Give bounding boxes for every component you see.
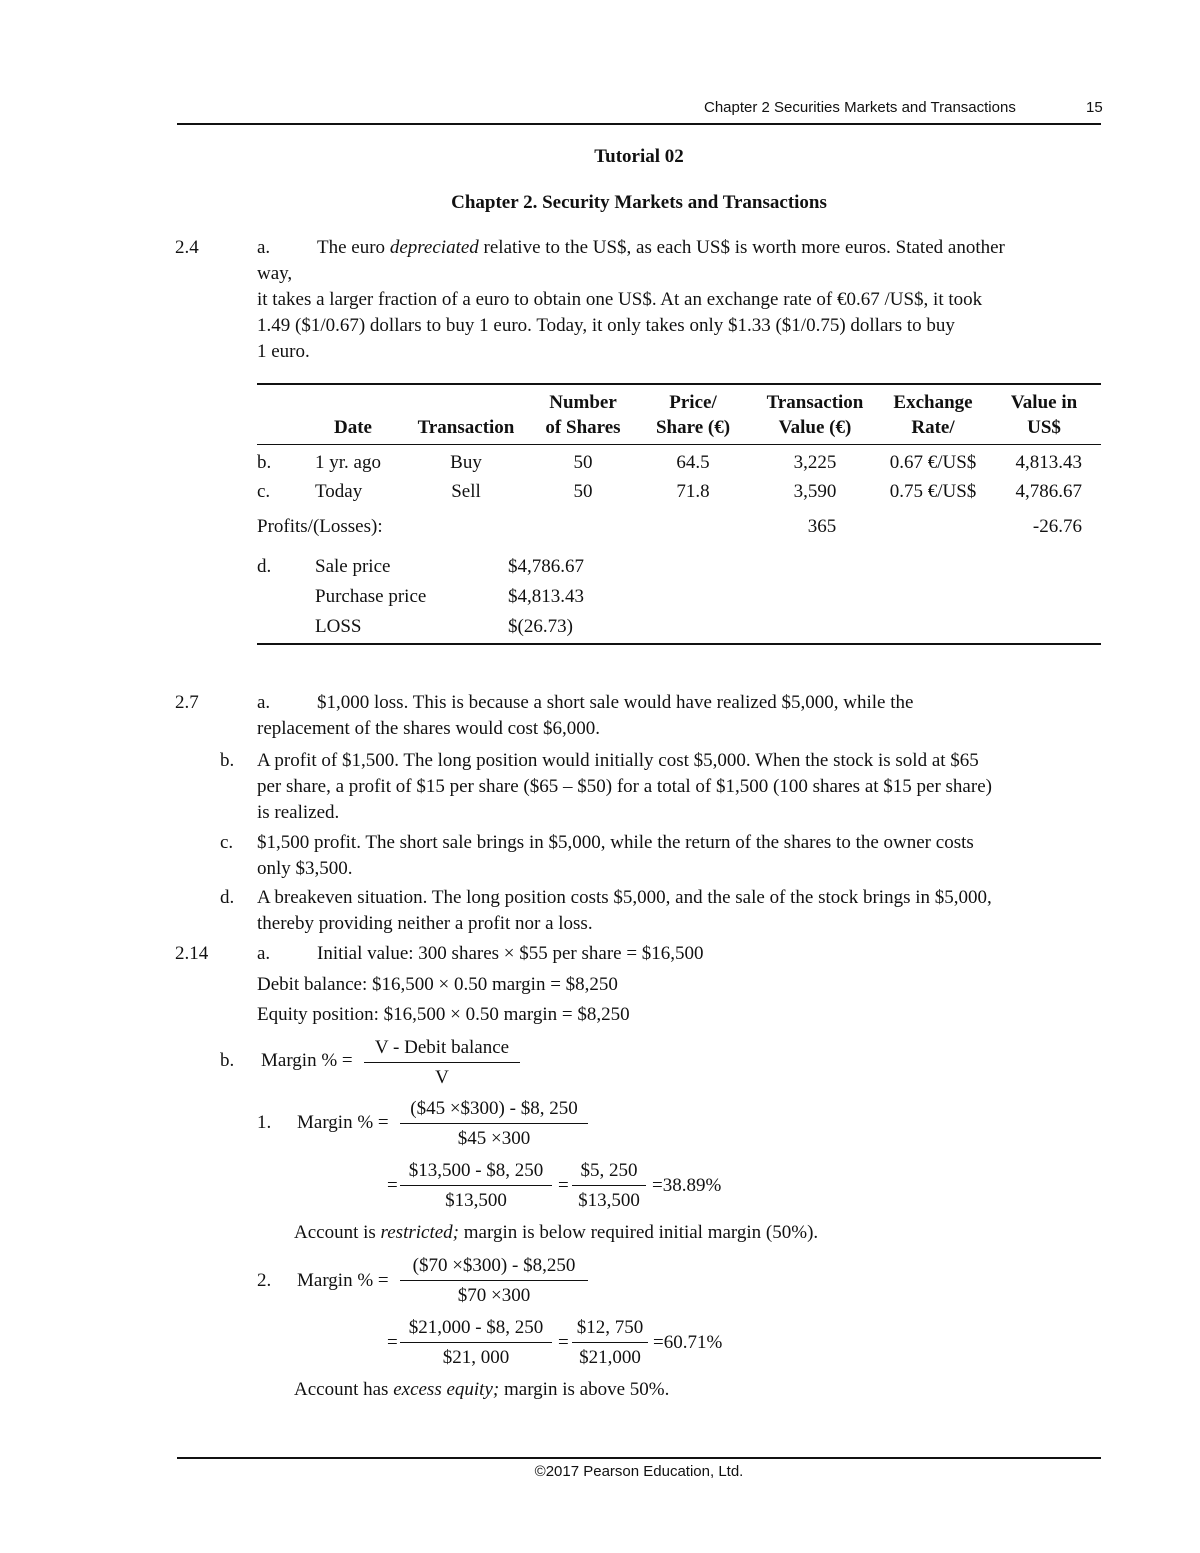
q2-7-a-line2: replacement of the shares would cost $6,000. bbox=[257, 718, 600, 739]
row-b-date: 1 yr. ago bbox=[315, 452, 381, 473]
fraction-bar bbox=[572, 1342, 648, 1343]
q2-14-number: 2.14 bbox=[175, 943, 209, 964]
row-c-price: 71.8 bbox=[676, 481, 710, 502]
fraction-bar bbox=[364, 1062, 520, 1063]
fraction-bar bbox=[400, 1342, 552, 1343]
row-c-transaction: Sell bbox=[451, 481, 481, 502]
row-b-shares: 50 bbox=[573, 452, 593, 473]
p1-lhs: Margin % = bbox=[297, 1112, 389, 1133]
d-label: d. bbox=[257, 556, 272, 577]
th-price-1: Price/ bbox=[669, 392, 717, 413]
q2-7-c-line1: $1,500 profit. The short sale brings in $5,000, while the return of the shares to the owner costs bbox=[257, 832, 974, 853]
q2-14-b-label: b. bbox=[220, 1050, 235, 1071]
d-purchase-label: Purchase price bbox=[315, 586, 427, 607]
q2-7-d-line1: A breakeven situation. The long position costs $5,000, and the sale of the stock brings in $5,000, bbox=[257, 887, 992, 908]
formula-denominator: V bbox=[435, 1067, 449, 1088]
p1-fraction bbox=[400, 1098, 588, 1150]
p1-eq2: = bbox=[558, 1175, 569, 1196]
q2-4-a-line3: it takes a larger fraction of a euro to obtain one US$. At an exchange rate of €0.67 /US$, it took bbox=[257, 289, 983, 310]
chapter-title: Chapter 2. Security Markets and Transactions bbox=[451, 192, 827, 213]
copyright: ©2017 Pearson Education, Ltd. bbox=[534, 1463, 744, 1480]
table-top-rule bbox=[257, 383, 1101, 385]
th-price-2: Share (€) bbox=[655, 417, 731, 438]
p2-result: =60.71% bbox=[653, 1332, 723, 1353]
d-purchase-value: $4,813.43 bbox=[508, 586, 584, 607]
th-shares-2: of Shares bbox=[545, 417, 621, 438]
p2-numerator: ($70 ×$300) - $8,250 bbox=[412, 1255, 576, 1276]
p1-fraction-3 bbox=[572, 1160, 646, 1212]
profits-usd: -26.76 bbox=[1032, 516, 1082, 537]
tutorial-title: Tutorial 02 bbox=[594, 146, 684, 167]
row-c-rate: 0.75 €/US$ bbox=[889, 481, 977, 502]
row-c-date: Today bbox=[315, 481, 363, 502]
p2-lhs: Margin % = bbox=[297, 1270, 389, 1291]
row-b-tvalue: 3,225 bbox=[793, 452, 837, 473]
table-header-rule bbox=[257, 444, 1101, 445]
p1-denominator: $45 ×300 bbox=[457, 1128, 531, 1149]
table-bottom-rule bbox=[257, 643, 1101, 645]
q2-4-a-label: a. bbox=[257, 237, 271, 258]
q2-14-a-line3: Equity position: $16,500 × 0.50 margin = $8,250 bbox=[257, 1004, 630, 1025]
row-c-label: c. bbox=[257, 481, 271, 502]
row-c-usd: 4,786.67 bbox=[1015, 481, 1082, 502]
formula-numerator: V - Debit balance bbox=[374, 1037, 510, 1058]
row-b-transaction: Buy bbox=[450, 452, 482, 473]
fraction-bar bbox=[400, 1280, 588, 1281]
q2-4-a-line4: 1.49 ($1/0.67) dollars to buy 1 euro. Today, it only takes only $1.33 ($1/0.75) dollars to buy bbox=[257, 315, 955, 336]
fraction-bar bbox=[572, 1185, 646, 1186]
p2-numerator-2: $21,000 - $8, 250 bbox=[408, 1317, 544, 1338]
row-b-label: b. bbox=[257, 452, 272, 473]
d-loss-value: $(26.73) bbox=[508, 616, 573, 637]
p2-label: 2. bbox=[257, 1270, 272, 1291]
q2-14-a-label: a. bbox=[257, 943, 271, 964]
row-c-tvalue: 3,590 bbox=[793, 481, 837, 502]
q2-4-number: 2.4 bbox=[175, 237, 199, 258]
footer-rule bbox=[177, 1457, 1101, 1459]
th-tvalue-2: Value (€) bbox=[778, 417, 852, 438]
p1-denominator-2: $13,500 bbox=[445, 1190, 507, 1211]
p2-eq2: = bbox=[558, 1332, 569, 1353]
th-date: Date bbox=[334, 417, 372, 438]
p2-fraction-3 bbox=[572, 1317, 648, 1369]
p2-denominator-2: $21, 000 bbox=[442, 1347, 510, 1368]
q2-7-b-line2: per share, a profit of $15 per share ($65 – $50) for a total of $1,500 (100 shares at $15 per share) bbox=[257, 776, 992, 797]
p2-fraction-2 bbox=[400, 1317, 552, 1369]
q2-7-b-label: b. bbox=[220, 750, 235, 771]
profits-tvalue: 365 bbox=[807, 516, 837, 537]
p1-result: =38.89% bbox=[652, 1175, 722, 1196]
q2-14-a-line1: Initial value: 300 shares × $55 per share = $16,500 bbox=[317, 943, 704, 964]
p2-fraction bbox=[400, 1255, 588, 1307]
th-usd-1: Value in bbox=[1010, 392, 1078, 413]
q2-4-a-line2: way, bbox=[257, 263, 293, 284]
row-b-price: 64.5 bbox=[676, 452, 710, 473]
row-c-shares: 50 bbox=[573, 481, 593, 502]
th-tvalue-1: Transaction bbox=[766, 392, 864, 413]
p1-denominator-3: $13,500 bbox=[578, 1190, 640, 1211]
q2-7-d-line2: thereby providing neither a profit nor a loss. bbox=[257, 913, 593, 934]
p1-eq1: = bbox=[387, 1175, 398, 1196]
formula-lhs: Margin % = bbox=[261, 1050, 353, 1071]
q2-7-b-line3: is realized. bbox=[257, 802, 340, 823]
q2-7-c-line2: only $3,500. bbox=[257, 858, 353, 879]
d-sale-label: Sale price bbox=[315, 556, 391, 577]
p1-numerator-2: $13,500 - $8, 250 bbox=[408, 1160, 544, 1181]
fraction-bar bbox=[400, 1185, 552, 1186]
q2-4-a-line1: The euro depreciated relative to the US$, as each US$ is worth more euros. Stated another bbox=[317, 237, 1005, 258]
row-b-rate: 0.67 €/US$ bbox=[889, 452, 977, 473]
row-b-usd: 4,813.43 bbox=[1015, 452, 1082, 473]
q2-7-a-label: a. bbox=[257, 692, 271, 713]
q2-7-number: 2.7 bbox=[175, 692, 199, 713]
q2-14-a-line2: Debit balance: $16,500 × 0.50 margin = $8,250 bbox=[257, 974, 618, 995]
p2-denominator: $70 ×300 bbox=[457, 1285, 531, 1306]
p1-numerator: ($45 ×$300) - $8, 250 bbox=[410, 1098, 578, 1119]
th-rate-2: Rate/ bbox=[911, 417, 955, 438]
p2-eq1: = bbox=[387, 1332, 398, 1353]
p2-denominator-3: $21,000 bbox=[579, 1347, 641, 1368]
formula-fraction bbox=[364, 1037, 520, 1089]
d-sale-value: $4,786.67 bbox=[508, 556, 584, 577]
q2-7-d-label: d. bbox=[220, 887, 235, 908]
header-rule bbox=[177, 123, 1101, 125]
page-number: 15 bbox=[1086, 99, 1103, 116]
p2-note: Account has excess equity; margin is above 50%. bbox=[294, 1379, 670, 1400]
th-usd-2: US$ bbox=[1027, 417, 1061, 438]
p2-numerator-3: $12, 750 bbox=[576, 1317, 644, 1338]
p1-note: Account is restricted; margin is below required initial margin (50%). bbox=[294, 1222, 819, 1243]
q2-4-a-line5: 1 euro. bbox=[257, 341, 310, 362]
p1-fraction-2 bbox=[400, 1160, 552, 1212]
q2-7-a-line1: $1,000 loss. This is because a short sale would have realized $5,000, while the bbox=[317, 692, 914, 713]
running-title: Chapter 2 Securities Markets and Transactions bbox=[704, 99, 1016, 116]
th-shares-1: Number bbox=[549, 392, 617, 413]
th-rate-1: Exchange bbox=[893, 392, 973, 413]
q2-7-b-line1: A profit of $1,500. The long position would initially cost $5,000. When the stock is sold at $65 bbox=[257, 750, 979, 771]
p1-numerator-3: $5, 250 bbox=[580, 1160, 638, 1181]
profits-label: Profits/(Losses): bbox=[257, 516, 383, 537]
q2-7-c-label: c. bbox=[220, 832, 234, 853]
fraction-bar bbox=[400, 1123, 588, 1124]
p1-label: 1. bbox=[257, 1112, 272, 1133]
d-loss-label: LOSS bbox=[315, 616, 362, 637]
th-transaction: Transaction bbox=[417, 417, 515, 438]
